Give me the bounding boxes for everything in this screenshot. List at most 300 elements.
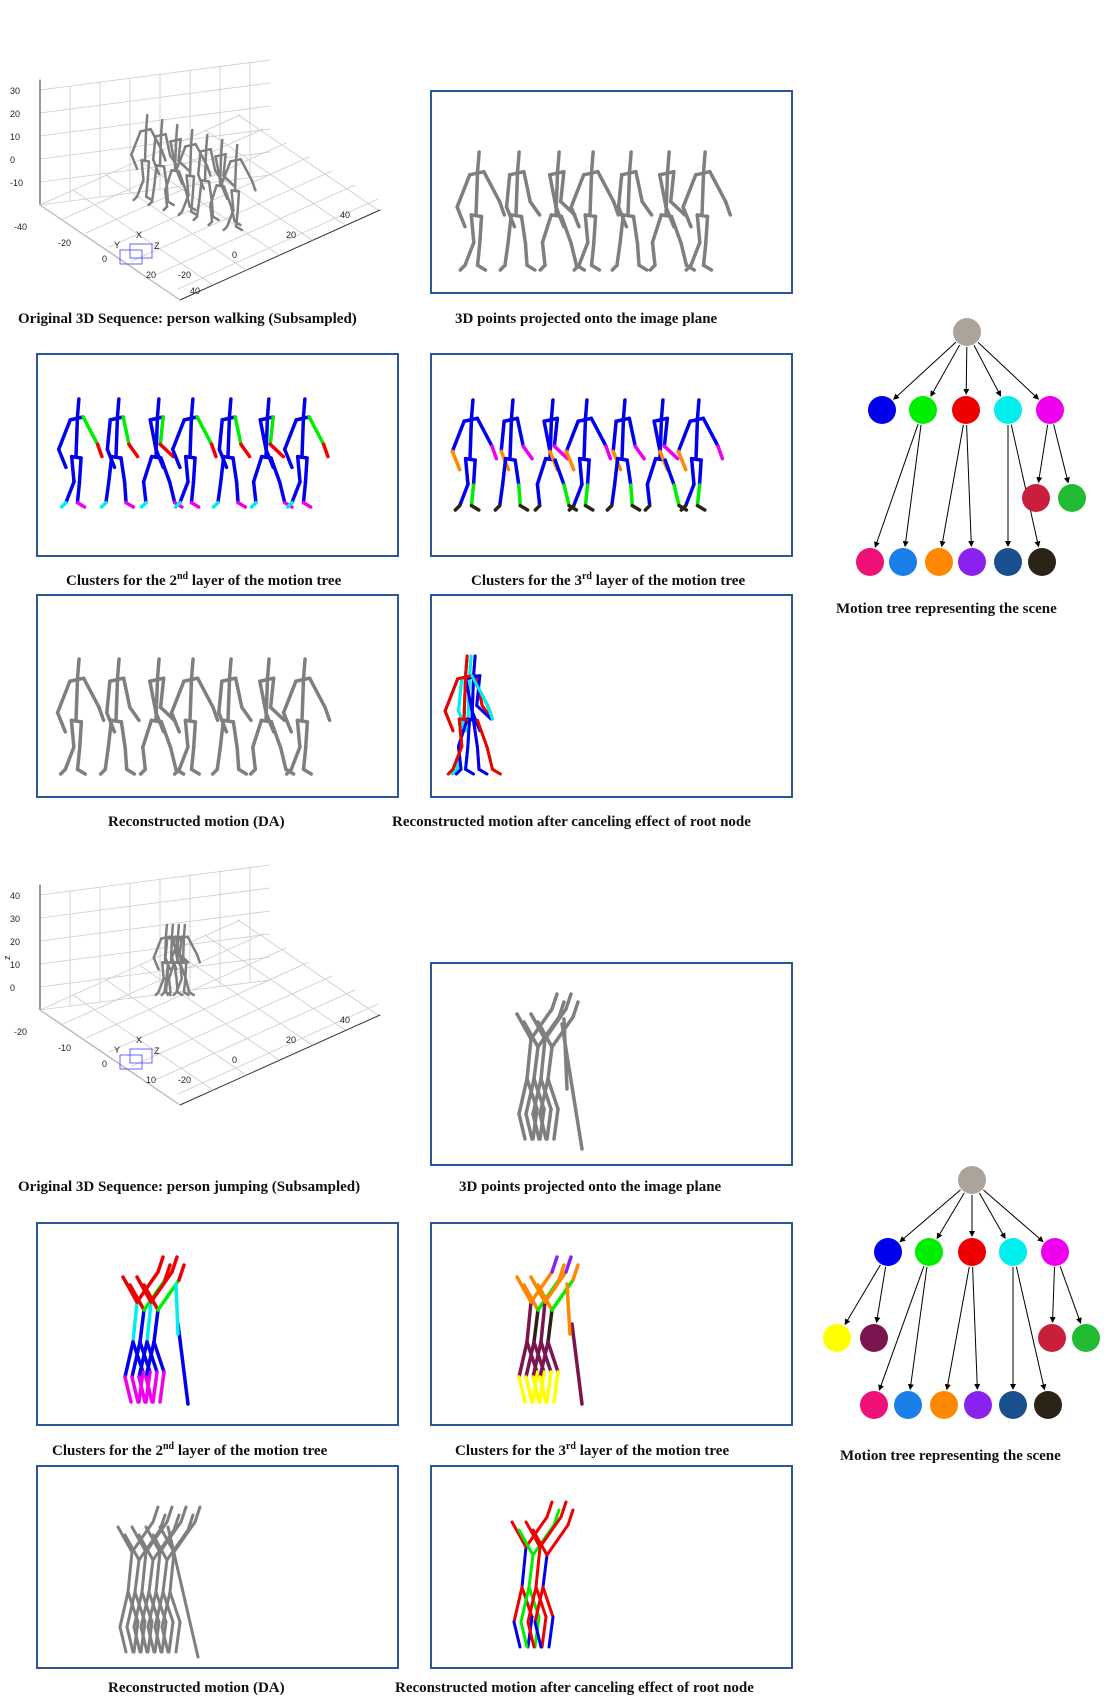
skeleton-bone [542,242,545,265]
z-tick-label: 0 [10,155,16,165]
skeleton-bone [492,446,496,458]
stick-figure [566,400,610,510]
skeleton-bone [58,681,70,712]
skeleton-bone [543,1555,547,1587]
skeleton-bone [642,202,651,215]
jumping-recon-figures [38,1467,397,1667]
skeleton-bone [142,1552,146,1592]
skeleton-bone [478,721,488,748]
skeleton-bone [125,483,126,503]
skeleton-bone [233,458,237,482]
skeleton-bone [185,963,186,979]
skeleton-bone [516,172,518,215]
skeleton-bone [235,417,241,444]
skeleton-bone [170,483,175,503]
skeleton-bone [127,769,135,774]
skeleton-bone [271,722,280,748]
grid-line [40,83,270,113]
skeleton-bone [199,180,201,200]
skeleton-bone [571,207,579,227]
skeleton-bone [190,144,191,175]
grid-line [40,106,270,136]
grid-line [155,185,355,275]
tree-node [1038,1324,1066,1352]
skeleton-bone [213,707,218,720]
skeleton-bone [252,181,255,191]
tree-edge [1060,1266,1080,1323]
skeleton-bone [672,217,682,244]
grid-line [172,950,312,1045]
skeleton-bone [549,1617,553,1647]
skeleton-bone [230,659,232,678]
skeleton-bone [459,679,462,711]
skeleton-bone [566,994,571,1009]
skeleton-bone [180,962,181,978]
tree-edge [973,1267,978,1389]
skeleton-bone [627,460,631,485]
skeleton-bone [650,265,655,270]
grid-line [40,60,270,90]
skeleton-bone [185,720,187,747]
skeleton-bone [176,1284,178,1334]
stick-figure [535,400,576,510]
skeleton-bone [76,417,77,457]
skeleton-bone [99,707,104,720]
skeleton-bone [189,992,194,995]
skeleton-bone [162,962,163,978]
skeleton-bone [548,1047,552,1079]
skeleton-bone [158,1257,163,1272]
skeleton-bone [572,1324,582,1404]
grid-line [132,976,332,1066]
skeleton-bone [154,165,156,185]
skeleton-bone [198,678,213,707]
z-axis-label: z [2,955,12,960]
skeleton-bone [135,1560,139,1592]
skeleton-bone [71,720,73,747]
tree-edge [894,342,956,399]
x-tick-label: 10 [146,1075,157,1085]
skeleton-bone [178,1324,188,1404]
jumping-motion-tree [820,1160,1108,1430]
jumping-layer2-figures [38,1224,397,1424]
skeleton-bone [700,460,702,485]
skeleton-bone [629,418,635,446]
skeleton-bone [224,227,227,230]
skeleton-bone [470,418,471,458]
skeleton-bone [585,400,586,418]
walking-layer2-figures [38,355,397,555]
skeleton-bone [478,152,480,172]
walking-3d-axes [0,50,370,296]
skeleton-bone [704,243,706,265]
y-tick-label: 20 [286,1035,297,1045]
skeleton-bone [153,1507,158,1522]
tree-edge [942,425,964,546]
skeleton-bone [452,451,459,469]
skeleton-bone [172,925,173,937]
skeleton-bone [150,681,156,712]
skeleton-bone [674,485,679,506]
skeleton-bone [534,1047,538,1079]
y-tick-label: 40 [340,210,351,220]
tree-node [953,318,981,346]
tree-edge [1054,425,1068,483]
stick-figure [141,659,184,774]
skeleton-bone [476,172,478,215]
skeleton-bone [518,152,520,172]
skeleton-bone [519,1377,525,1402]
tree-node [994,548,1022,576]
skeleton-bone [58,713,66,732]
skeleton-bone [480,217,482,244]
skeleton-bone [102,503,106,507]
skeleton-bone [238,503,245,507]
skeleton-bone [652,215,661,243]
skeleton-bone [465,242,474,265]
skeleton-bone [466,747,468,769]
skeleton-bone [267,399,268,417]
walking-recon-root-caption: Reconstructed motion after canceling effect of root node [392,814,751,830]
skeleton-bone [592,243,594,265]
skeleton-bone [254,482,256,503]
walking-motion-tree [840,310,1108,590]
tree-node [999,1391,1027,1419]
skeleton-bone [302,417,303,457]
skeleton-bone [144,482,146,503]
walking-layer2-caption: Clusters for the 2nd layer of the motion tree [66,571,342,589]
skeleton-bone [564,1019,567,1089]
skeleton-bone [628,172,630,215]
skeleton-bone [78,659,80,678]
skeleton-bone [251,769,256,774]
skeleton-bone [197,954,200,962]
skeleton-bone [126,503,133,507]
skeleton-bone [566,421,578,451]
skeleton-bone [77,483,79,503]
skeleton-bone [702,172,704,215]
skeleton-bone [464,676,466,719]
skeleton-bone [188,937,197,955]
skeleton-bone [517,418,523,446]
skeleton-bone [152,185,154,201]
skeleton-bone [492,769,500,774]
skeleton-bone [149,202,152,205]
skeleton-bone [123,417,129,444]
skeleton-bone [153,1372,157,1402]
skeleton-bone [192,659,194,678]
skeleton-bone [218,482,221,503]
skeleton-bone [303,399,304,417]
skeleton-bone [697,485,699,506]
stick-figure [285,399,328,507]
skeleton-bone [681,243,686,265]
skeleton-bone [527,1039,531,1079]
skeleton-bone [523,446,532,458]
frame-axis-label: Y [114,240,121,250]
skeleton-bone [484,172,500,202]
skeleton-bone [154,958,159,970]
skeleton-bone [478,265,486,270]
skeleton-bone [541,1039,545,1079]
skeleton-bone [703,418,718,446]
skeleton-bone [162,992,165,995]
skeleton-bone [522,217,526,244]
skeleton-bone [574,484,582,505]
skeleton-bone [237,483,238,503]
tree-edge [910,1267,927,1389]
skeleton-bone [132,1377,138,1402]
skeleton-bone [178,925,179,937]
tree-node [952,396,980,424]
skeleton-bone [540,265,545,270]
skeleton-bone [235,159,236,190]
grid-line [139,965,279,1060]
skeleton-bone [134,197,137,200]
skeleton-bone [678,421,690,451]
skeleton-bone [190,678,192,720]
skeleton-bone [242,707,251,720]
skeleton-bone [505,242,508,265]
skeleton-bone [148,161,149,180]
walking-layer3-panel [430,353,793,557]
skeleton-bone [191,212,197,215]
skeleton-bone [145,129,146,160]
grid-line [40,865,270,895]
skeleton-bone [236,227,242,230]
skeleton-bone [552,1257,557,1272]
skeleton-bone [271,458,280,482]
skeleton-bone [697,400,698,418]
walking-3d-caption: Original 3D Sequence: person walking (Subsampled) [18,311,357,327]
skeleton-bone [592,265,600,270]
camera-frame [130,244,152,258]
y-tick-label: 0 [232,250,238,260]
skeleton-bone [526,1377,532,1402]
y-tick-label: -20 [178,1075,192,1085]
skeleton-bone [172,681,184,712]
skeleton-bone [241,444,250,456]
skeleton-bone [173,449,180,467]
skeleton-bone [521,1622,527,1647]
x-tick-label: -40 [14,222,28,232]
skeleton-bone [182,195,188,211]
tree-edge [967,425,972,546]
skeleton-bone [566,1257,571,1272]
skeleton-bone [186,979,189,992]
skeleton-bone [127,1627,133,1652]
skeleton-bone [590,172,592,215]
skeleton-bone [704,152,706,172]
skeleton-bone [585,485,587,506]
skeleton-bone [471,485,473,506]
jumping-motion-tree-graph [820,1160,1108,1430]
skeleton-bone [66,482,74,503]
skeleton-bone [78,748,80,769]
skeleton-bone [77,399,78,417]
skeleton-bone [542,1617,546,1647]
grid-line [73,995,213,1090]
skeleton-bone [78,769,86,774]
skeleton-bone [522,1547,526,1587]
skeleton-bone [500,265,505,270]
skeleton-bone [527,1302,531,1342]
skeleton-bone [551,400,552,418]
skeleton-bone [500,484,503,505]
skeleton-bone [445,711,453,731]
x-tick-label: 0 [102,1059,108,1069]
tree-node [1041,1238,1069,1266]
skeleton-bone [237,748,239,769]
skeleton-bone [552,994,557,1009]
skeleton-bone [309,417,323,444]
skeleton-bone [460,484,468,505]
skeleton-bone [173,420,185,450]
skeleton-bone [566,451,573,469]
skeleton-bone [125,748,127,769]
skeleton-bone [197,200,199,216]
skeleton-bone [548,1310,552,1342]
skeleton-bone [108,720,111,747]
skeleton-bone [501,421,504,451]
skeleton-bone [468,721,470,748]
skeleton-bone [168,202,174,205]
skeleton-bone [466,656,468,676]
tree-node [860,1324,888,1352]
skeleton-bone [109,457,112,482]
skeleton-bone [116,417,117,457]
skeleton-bone [612,265,617,270]
walking-layer2-panel [36,353,399,557]
skeleton-bone [607,506,611,510]
skeleton-bone [598,172,614,202]
skeleton-bone [606,446,610,458]
skeleton-bone [221,140,222,154]
skeleton-bone [65,747,74,769]
skeleton-bone [568,1510,573,1525]
skeleton-bone [253,747,255,769]
tree-node [958,1166,986,1194]
stick-figure [452,400,496,510]
skeleton-bone [660,175,666,207]
skeleton-bone [645,506,649,510]
x-tick-label: -20 [14,1027,28,1037]
walking-recon-root-panel [430,594,793,798]
tree-edge [974,345,1001,396]
skeleton-bone [160,417,163,444]
walking-3d-plot [0,50,370,296]
skeleton-bone [160,134,161,165]
skeleton-bone [466,459,468,485]
skeleton-bone [212,444,216,456]
skeleton-bone [228,678,230,720]
jumping-recon-caption: Reconstructed motion (DA) [108,1680,285,1696]
skeleton-bone [706,217,708,244]
skeleton-bone [179,1265,184,1280]
tree-edge [947,1267,969,1390]
tree-node [999,1238,1027,1266]
skeleton-bone [236,211,238,227]
skeleton-bone [168,1527,198,1657]
skeleton-bone [460,265,465,270]
skeleton-bone [285,449,292,467]
skeleton-bone [191,399,192,417]
skeleton-bone [584,418,585,458]
tree-edge [979,1193,1005,1238]
skeleton-bone [107,420,110,450]
z-tick-label: 20 [10,109,21,119]
skeleton-bone [697,215,700,243]
skeleton-bone [704,265,712,270]
skeleton-bone [554,1372,558,1402]
skeleton-bone [193,176,194,195]
skeleton-bone [141,769,146,774]
skeleton-bone [665,460,674,485]
skeleton-bone [130,707,139,720]
skeleton-bone [192,748,194,769]
skeleton-bone [470,656,472,676]
skeleton-bone [536,1547,540,1587]
skeleton-bone [622,418,623,458]
grid-line [205,935,345,1030]
skeleton-bone [219,681,222,712]
skeleton-bone [547,1502,552,1517]
skeleton-bone [184,992,189,995]
skeleton-bone [534,1310,538,1342]
skeleton-bone [524,172,530,202]
skeleton-bone [292,482,300,503]
skeleton-bone [107,681,110,712]
skeleton-bone [236,145,237,159]
stick-figure [495,400,532,510]
grid-line [40,888,270,918]
skeleton-bone [639,265,647,270]
tree-node [1036,396,1064,424]
skeleton-bone [495,506,499,510]
skeleton-bone [512,1522,526,1547]
tree-node [915,1238,943,1266]
skeleton-bone [298,457,300,482]
skeleton-bone [239,769,247,774]
skeleton-bone [170,1552,174,1592]
skeleton-bone [647,484,649,505]
skeleton-bone [260,681,266,712]
skeleton-bone [284,681,296,712]
tree-node [1028,548,1056,576]
skeleton-bone [197,417,211,444]
jumping-recon-root-panel [430,1465,793,1669]
skeleton-bone [592,152,594,172]
skeleton-bone [191,483,193,503]
skeleton-bone [156,1552,160,1592]
skeleton-bone [118,1527,132,1552]
skeleton-bone [83,417,97,444]
skeleton-bone [517,1014,531,1039]
skeleton-bone [157,399,158,417]
skeleton-bone [668,152,670,172]
skeleton-bone [526,1114,532,1139]
skeleton-bone [558,152,560,172]
tree-edge [1039,425,1048,482]
skeleton-bone [623,400,624,418]
skeleton-bone [726,202,731,215]
skeleton-bone [137,180,143,196]
skeleton-bone [324,444,328,456]
skeleton-bone [184,979,185,992]
skeleton-bone [176,125,177,139]
skeleton-bone [637,243,639,265]
skeleton-bone [594,217,596,244]
